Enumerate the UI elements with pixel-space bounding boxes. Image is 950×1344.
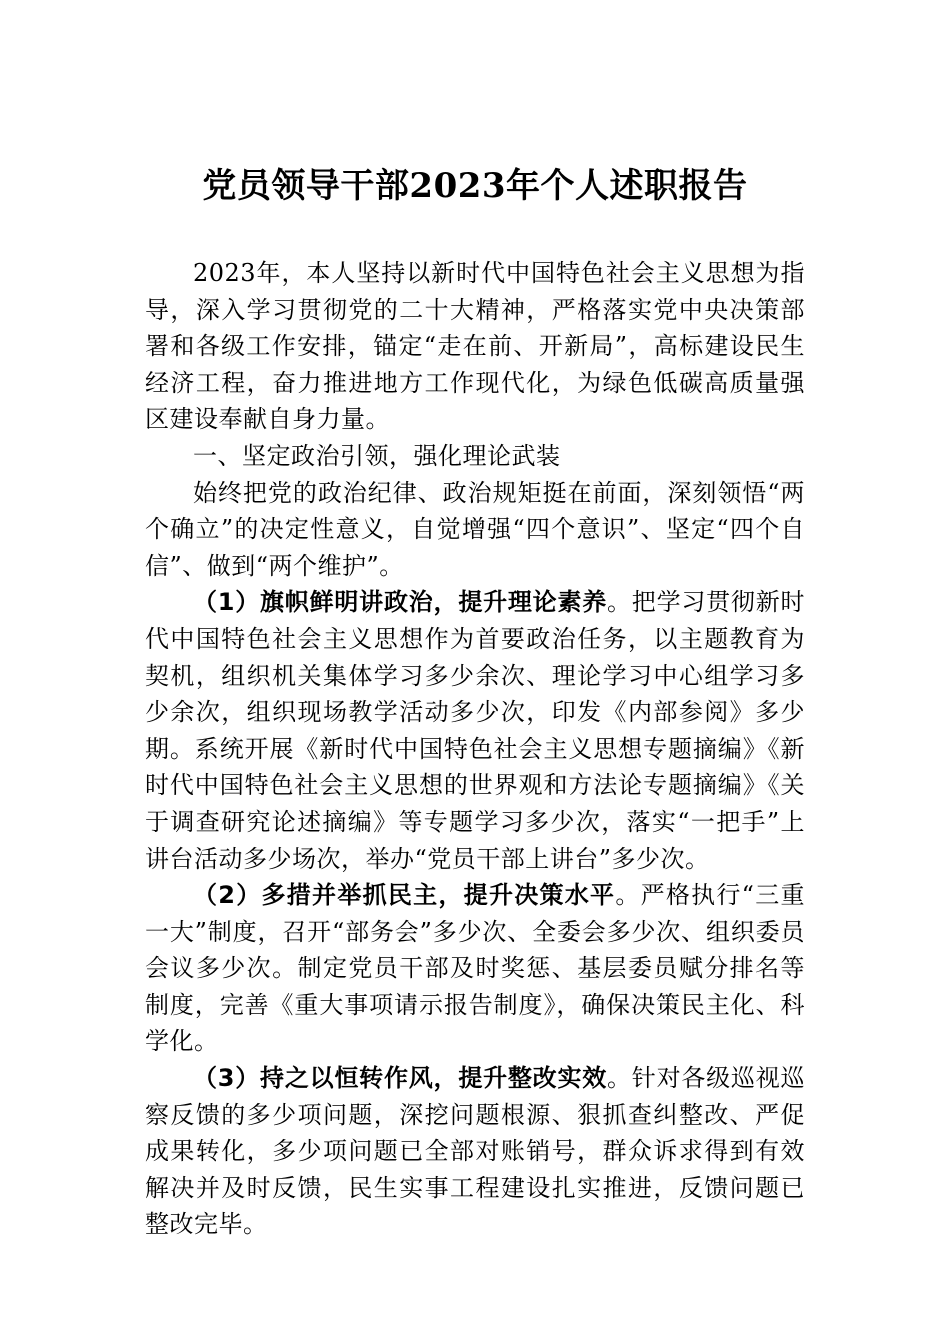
item-lead-1: （1）旗帜鲜明讲政治，提升理论素养 [193, 588, 608, 617]
section-intro-paragraph: 始终把党的政治纪律、政治规矩挺在前面，深刻领悟“两个确立”的决定性意义，自觉增强“四个意识”、坚定“四个自信”、做到“两个维护”。 [145, 478, 805, 580]
item-paragraph-3 [145, 1060, 805, 1243]
item-lead-2: （2）多措并举抓民主，提升决策水平 [193, 881, 616, 910]
item-text-2: 。严格执行“三重一大”制度，召开“部务会”多少次、全委会多少次、组织委员会议多少次。制定党员干部及时奖惩、基层委员赋分排名等制度，完善《重大事项请示报告制度》，确保决策民主化、科学化。 [145, 881, 805, 1056]
section-heading: 一、坚定政治引领，强化理论武装 [193, 441, 561, 470]
item-paragraph-2 [145, 877, 805, 1060]
item-text-1: 。把学习贯彻新时代中国特色社会主义思想作为首要政治任务，以主题教育为契机，组织机关集体学习多少余次、理论学习中心组学习多少余次，组织现场教学活动多少次，印发《内部参阅》多少期。系统开展《新时代中国特色社会主义思想专题摘编》《新时代中国特色社会主义思想的世界观和方法论专题摘编》《关于调查研究论述摘编》等专题学习多少次，落实“一把手”上讲台活动多少场次，举办“党员干部上讲台”多少次。 [145, 588, 805, 873]
item-lead-3: （3）持之以恒转作风，提升整改实效 [193, 1064, 608, 1093]
document-title: 党员领导干部2023年个人述职报告 [202, 166, 748, 206]
item-paragraph-1 [145, 584, 805, 877]
item-text-3: 。针对各级巡视巡察反馈的多少项问题，深挖问题根源、狠抓查纠整改、严促成果转化，多少项问题已全部对账销号，群众诉求得到有效解决并及时反馈，民生实事工程建设扎实推进，反馈问题已整改完毕。 [145, 1064, 805, 1239]
document-body [145, 255, 805, 1243]
intro-paragraph: 2023年，本人坚持以新时代中国特色社会主义思想为指导，深入学习贯彻党的二十大精神，严格落实党中央决策部署和各级工作安排，锚定“走在前、开新局”，高标建设民生经济工程，奋力推进地方工作现代化，为绿色低碳高质量强区建设奉献自身力量。 [145, 259, 805, 434]
